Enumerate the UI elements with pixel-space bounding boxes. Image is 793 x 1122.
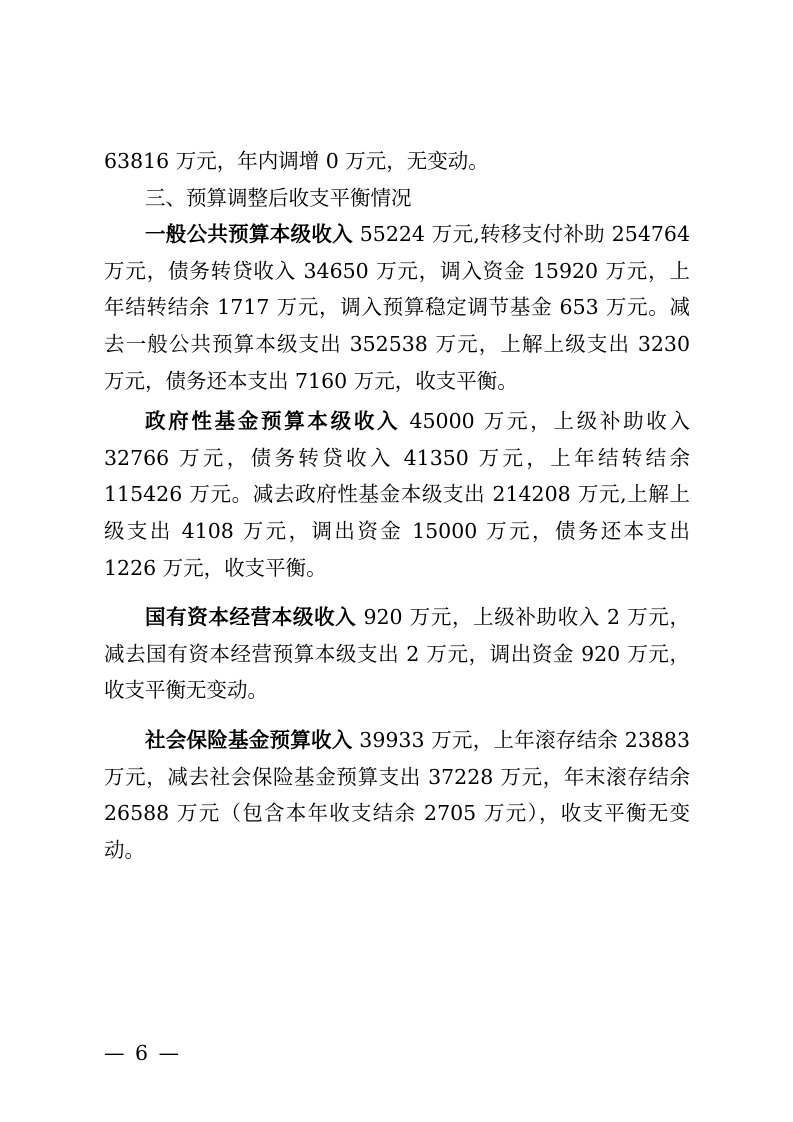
paragraph-lead: 国有资本经营本级收入 [145,605,357,630]
paragraph-state-capital [104,599,690,709]
paragraph-social-insurance [104,722,690,868]
paragraph-text: 63816 万元，年内调增 0 万元，无变动。 [104,149,489,173]
paragraph-text: 45000 万元，上级补助收入 32766 万元，债务转贷收入 41350 万元，上年结转结余 115426 万元。减去政府性基金本级支出 214208 万元,上解上级支出 4108 万元，调出资金 15000 万元，债务还本支出 1226 万元，收支平衡。 [104,409,691,580]
paragraph-text: 920 万元，上级补助收入 2 万元，减去国有资本经营预算本级支出 2 万元，调出资金 920 万元，收支平衡无变动。 [104,605,690,703]
section-heading-text: 三、预算调整后收支平衡情况 [145,185,412,210]
body-text [104,143,690,868]
paragraph-lead: 社会保险基金预算收入 [145,727,353,752]
paragraph-lead: 政府性基金预算本级收入 [145,409,401,434]
paragraph-government-fund [104,403,690,586]
page-number: — 6 — [104,1041,182,1065]
paragraph-continuation [104,143,690,180]
section-heading [104,180,690,217]
paragraph-text: 39933 万元，上年滚存结余 23883 万元，减去社会保险基金预算支出 37228 万元，年末滚存结余 26588 万元（包含本年收支结余 2705 万元），收支平衡无变动。 [104,727,690,862]
paragraph-text: 55224 万元,转移支付补助 254764 万元，债务转贷收入 34650 万元，调入资金 15920 万元，上年结转结余 1717 万元，调入预算稳定调节基金 653 万元。减去一般公共预算本级支出 352538 万元，上解上级支出 3230 万元，债务还本支出 7160 万元，收支平衡。 [104,222,690,393]
paragraph-general-budget [104,216,690,399]
paragraph-lead: 一般公共预算本级收入 [145,222,353,247]
